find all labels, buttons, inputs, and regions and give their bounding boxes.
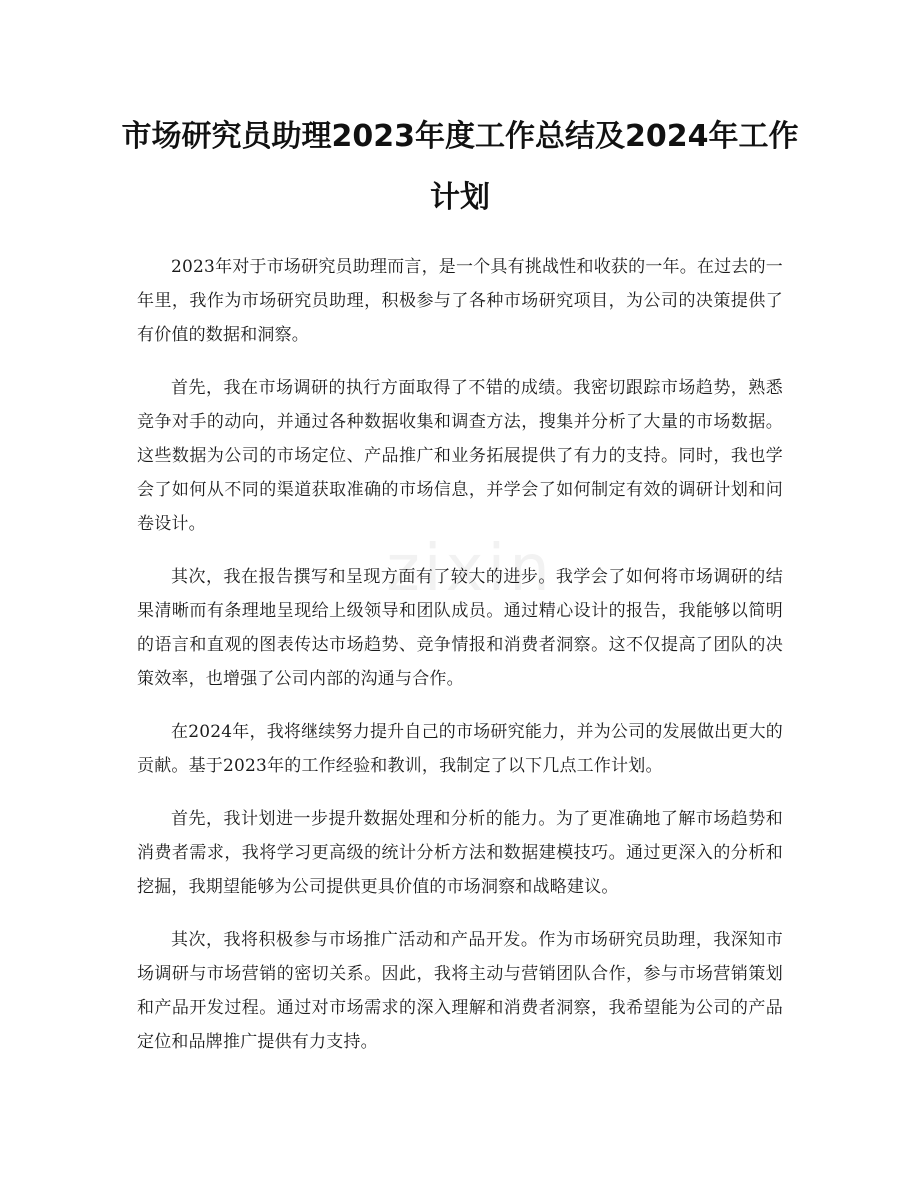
paragraph-4: 在2024年，我将继续努力提升自己的市场研究能力，并为公司的发展做出更大的贡献。基于2023年的工作经验和教训，我制定了以下几点工作计划。 (137, 722, 783, 776)
watermark-logo: zixin (386, 532, 554, 606)
paragraph-3: 其次，我在报告撰写和呈现方面有了较大的进步。我学会了如何将市场调研的结果清晰而有条理地呈现给上级领导和团队成员。通过精心设计的报告，我能够以简明的语言和直观的图表传达市场趋势、竞争情报和消费者洞察。这不仅提高了团队的决策效率，也增强了公司内部的沟通与合作。 (137, 567, 783, 689)
paragraph-2: 首先，我在市场调研的执行方面取得了不错的成绩。我密切跟踪市场趋势，熟悉竞争对手的动向，并通过各种数据收集和调查方法，搜集并分析了大量的市场数据。这些数据为公司的市场定位、产品推广和业务拓展提供了有力的支持。同时，我也学会了如何从不同的渠道获取准确的市场信息，并学会了如何制定有效的调研计划和问卷设计。 (137, 378, 783, 534)
document-title: 市场研究员助理2023年度工作总结及2024年工作计划 (121, 119, 799, 215)
paragraph-1: 2023年对于市场研究员助理而言，是一个具有挑战性和收获的一年。在过去的一年里，我作为市场研究员助理，积极参与了各种市场研究项目，为公司的决策提供了有价值的数据和洞察。 (137, 257, 783, 345)
paragraph-6: 其次，我将积极参与市场推广活动和产品开发。作为市场研究员助理，我深知市场调研与市场营销的密切关系。因此，我将主动与营销团队合作，参与市场营销策划和产品开发过程。通过对市场需求的深入理解和消费者洞察，我希望能为公司的产品定位和品牌推广提供有力支持。 (137, 930, 783, 1052)
paragraph-5: 首先，我计划进一步提升数据处理和分析的能力。为了更准确地了解市场趋势和消费者需求，我将学习更高级的统计分析方法和数据建模技巧。通过更深入的分析和挖掘，我期望能够为公司提供更具价值的市场洞察和战略建议。 (137, 809, 783, 897)
document-body (137, 250, 783, 1078)
